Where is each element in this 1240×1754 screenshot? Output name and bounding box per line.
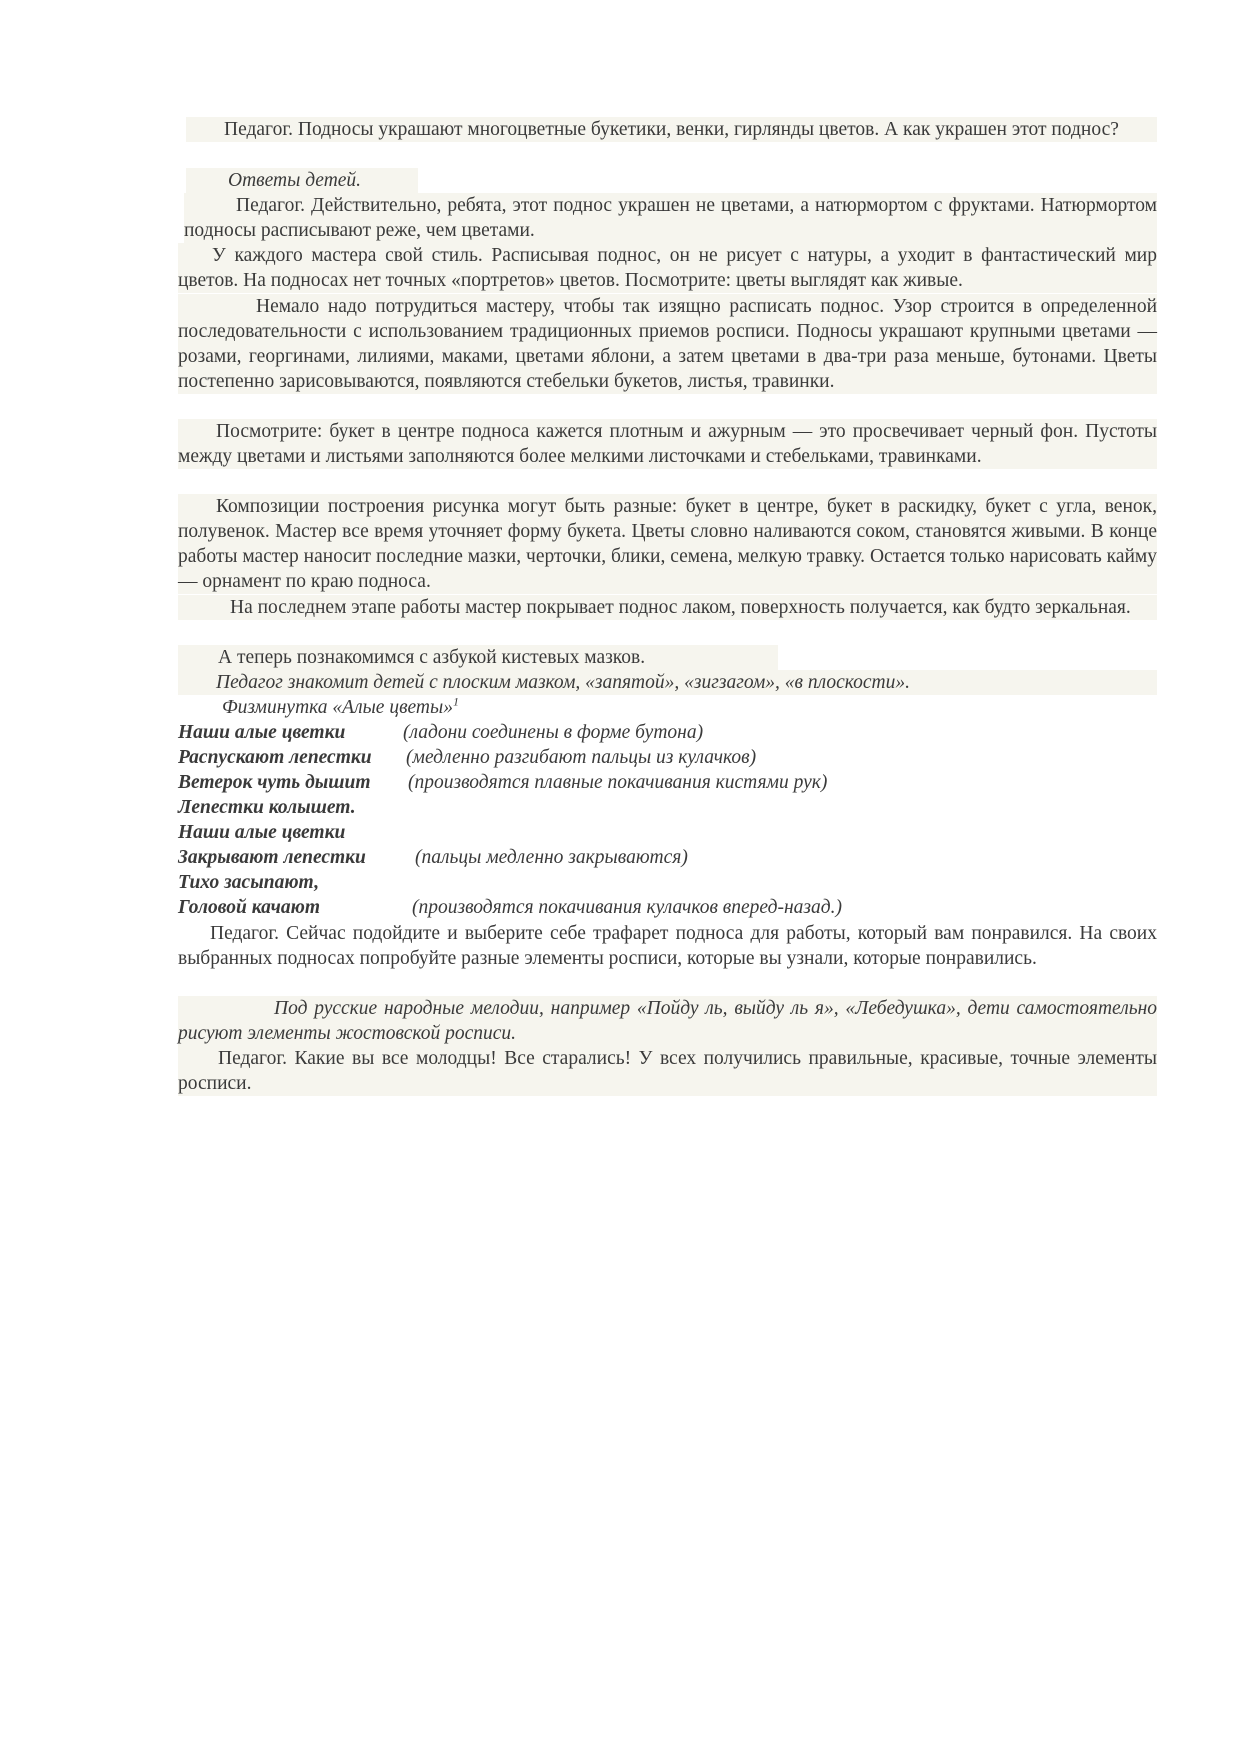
poem-comment: (производятся покачивания кулачков вперед-назад.) [412,897,842,918]
paragraph-11 [178,695,1157,720]
paragraph-5: Немало надо потрудиться мастеру, чтобы так изящно расписать поднос. Узор строится в определенной последовательности с использованием традиционных приемов росписи. Подносы украшают крупными цветами — розами, георгинами, лилиями, маками, цветами яблони, а затем цветами в два-три раза меньше, бутонами. Цветы постепенно зарисовываются, появляются стебельки букетов, листья, травинки. [178,296,1157,392]
footnote-marker: 1 [452,694,459,709]
poem-verse: Наши алые цветки [178,822,346,843]
poem-comment: (производятся плавные покачивания кистями рук) [408,772,828,793]
paragraph-14: Педагог. Какие вы все молодцы! Все старались! У всех получились правильные, красивые, точные элементы росписи. [178,1048,1157,1094]
paragraph-4: У каждого мастера свой стиль. Расписывая поднос, он не рисует с натуры, а уходит в фантастический мир цветов. На подносах нет точных «портретов» цветов. Посмотрите: цветы выглядят как живые. [178,245,1157,291]
poem-verse: Закрывают лепестки [178,847,366,868]
paragraph-3: Педагог. Действительно, ребята, этот поднос украшен не цветами, а натюрмортом с фруктами. Натюрмортом подносы расписывают реже, чем цветами. [184,195,1157,241]
poem-verse: Лепестки колышет. [178,797,356,818]
physical-minute-title: Физминутка «Алые цветы» [222,697,453,718]
paragraph-12: Педагог. Сейчас подойдите и выберите себе трафарет подноса для работы, который вам понравился. На своих выбранных подносах попробуйте разные элементы росписи, которые вы узнали, которые понравились. [178,923,1157,969]
poem-line [178,770,1157,795]
paragraph-9: А теперь познакомимся с азбукой кистевых мазков. [178,645,778,670]
paragraph-13: Под русские народные мелодии, например «Пойду ль, выйду ль я», «Лебедушка», дети самостоятельно рисуют элементы жостовской росписи. [178,998,1157,1044]
poem-verse: Наши алые цветки [178,722,346,743]
poem-verse: Распускают лепестки [178,747,372,768]
poem-comment: (пальцы медленно закрываются) [415,847,688,868]
paragraph-2: Ответы детей. [186,168,418,193]
poem-comment: (медленно разгибают пальцы из кулачков) [406,747,757,768]
poem-line [178,820,1157,845]
poem-line [178,845,1157,870]
poem-line [178,895,1157,920]
poem-verse: Тихо засыпают, [178,872,320,893]
paragraph-1: Педагог. Подносы украшают многоцветные букетики, венки, гирлянды цветов. А как украшен этот поднос? [186,117,1157,142]
paragraph-6: Посмотрите: букет в центре подноса кажется плотным и ажурным — это просвечивает черный фон. Пустоты между цветами и листьями заполняются более мелкими листочками и стебельками, травинками. [178,421,1157,467]
poem [178,720,1157,920]
poem-line [178,795,1157,820]
paragraph-10: Педагог знакомит детей с плоским мазком, «запятой», «зигзагом», «в плоскости». [178,670,1157,695]
poem-comment: (ладони соединены в форме бутона) [403,722,704,743]
poem-verse: Ветерок чуть дышит [178,772,371,793]
poem-line [178,745,1157,770]
paragraph-7: Композиции построения рисунка могут быть разные: букет в центре, букет в раскидку, букет с угла, венок, полувенок. Мастер все время уточняет форму букета. Цветы словно наливаются соком, становятся живыми. В конце работы мастер наносит последние мазки, черточки, блики, семена, мелкую травку. Остается только нарисовать кайму — орнамент по краю подноса. [178,496,1157,592]
poem-line [178,720,1157,745]
poem-line [178,870,1157,895]
paragraph-8: На последнем этапе работы мастер покрывает поднос лаком, поверхность получается, как будто зеркальная. [178,595,1157,620]
poem-verse: Головой качают [178,897,320,918]
